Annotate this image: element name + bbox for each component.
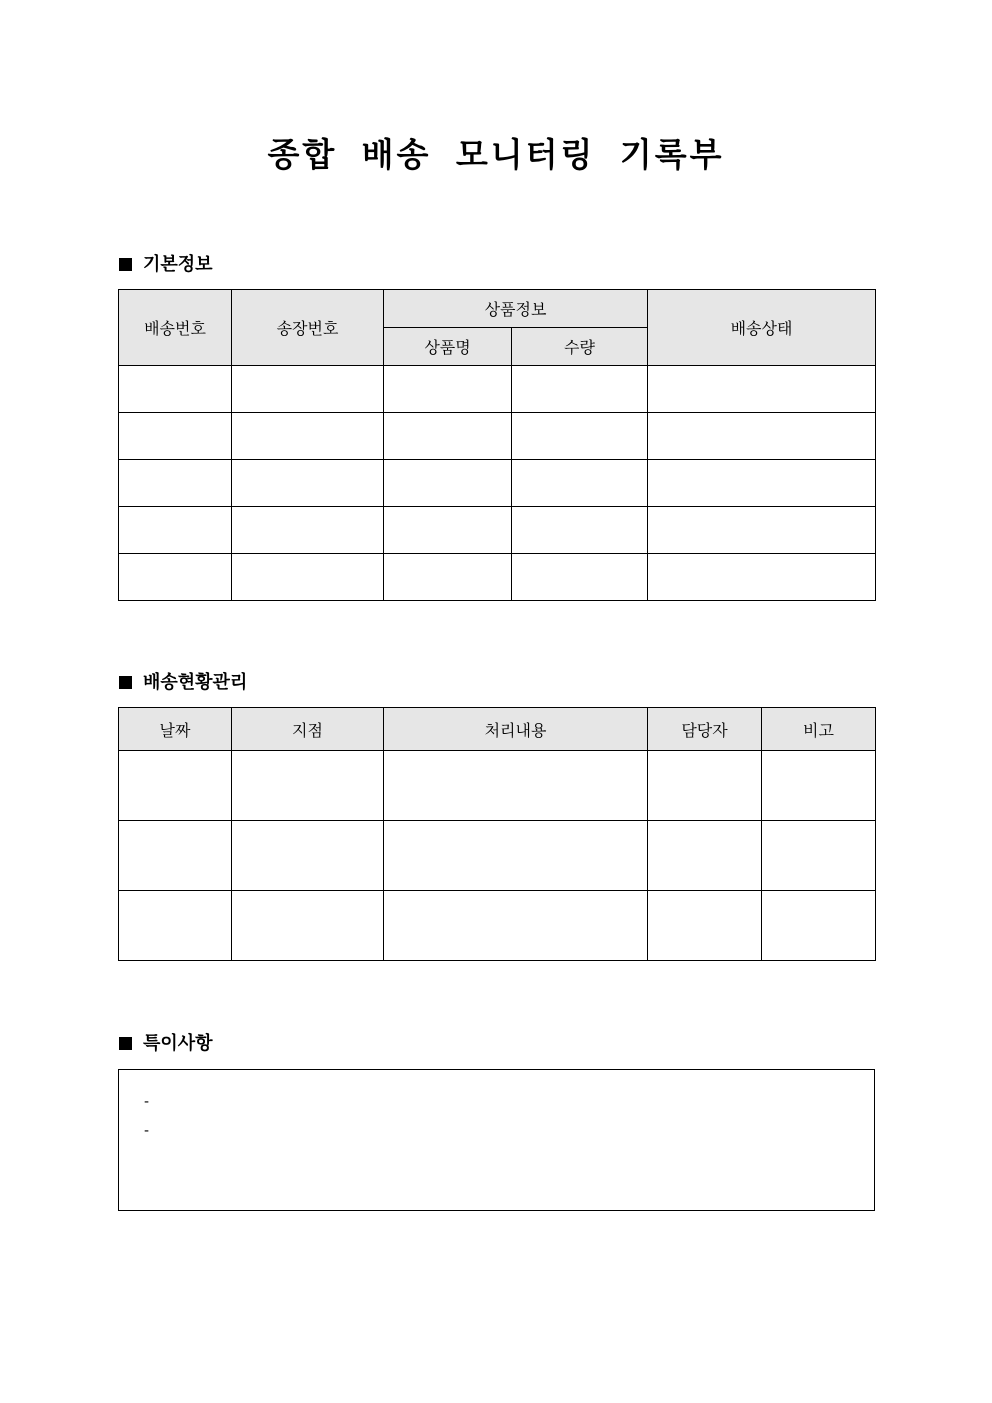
- column-header-delivery-status: 배송상태: [648, 290, 876, 366]
- cell-delivery-no[interactable]: [119, 366, 232, 413]
- cell-date[interactable]: [119, 891, 232, 961]
- cell-quantity[interactable]: [512, 507, 648, 554]
- square-bullet-icon: [119, 676, 132, 689]
- column-header-product-name: 상품명: [384, 328, 512, 366]
- column-header-action: 처리내용: [384, 708, 648, 751]
- column-header-quantity: 수량: [512, 328, 648, 366]
- table-row: [119, 891, 876, 961]
- cell-invoice-no[interactable]: [232, 413, 384, 460]
- cell-manager[interactable]: [648, 821, 762, 891]
- cell-product-name[interactable]: [384, 460, 512, 507]
- cell-delivery-no[interactable]: [119, 413, 232, 460]
- notes-box[interactable]: [118, 1069, 875, 1211]
- table-row: [119, 507, 876, 554]
- cell-invoice-no[interactable]: [232, 366, 384, 413]
- cell-remarks[interactable]: [762, 891, 876, 961]
- cell-invoice-no[interactable]: [232, 460, 384, 507]
- section-heading-notes: [119, 1032, 213, 1056]
- column-header-remarks: 비고: [762, 708, 876, 751]
- cell-quantity[interactable]: [512, 413, 648, 460]
- cell-manager[interactable]: [648, 751, 762, 821]
- table-row: [119, 821, 876, 891]
- column-header-product-info: 상품정보: [384, 290, 648, 328]
- document-title: 종합 배송 모니터링 기록부: [267, 135, 725, 174]
- table-header-row: [119, 708, 876, 751]
- cell-delivery-status[interactable]: [648, 366, 876, 413]
- square-bullet-icon: [119, 258, 132, 271]
- square-bullet-icon: [119, 1037, 132, 1050]
- section-heading-basic: [119, 253, 213, 277]
- column-header-manager: 담당자: [648, 708, 762, 751]
- basic-info-table: [118, 289, 876, 601]
- table-row: [119, 460, 876, 507]
- cell-delivery-status[interactable]: [648, 554, 876, 601]
- cell-delivery-no[interactable]: [119, 554, 232, 601]
- cell-date[interactable]: [119, 751, 232, 821]
- cell-delivery-no[interactable]: [119, 460, 232, 507]
- cell-invoice-no[interactable]: [232, 507, 384, 554]
- cell-action[interactable]: [384, 891, 648, 961]
- cell-remarks[interactable]: [762, 751, 876, 821]
- cell-product-name[interactable]: [384, 507, 512, 554]
- table-header-row: [119, 290, 876, 328]
- cell-branch[interactable]: [232, 891, 384, 961]
- cell-quantity[interactable]: [512, 554, 648, 601]
- cell-delivery-no[interactable]: [119, 507, 232, 554]
- cell-invoice-no[interactable]: [232, 554, 384, 601]
- cell-product-name[interactable]: [384, 366, 512, 413]
- cell-quantity[interactable]: [512, 366, 648, 413]
- cell-action[interactable]: [384, 751, 648, 821]
- cell-date[interactable]: [119, 821, 232, 891]
- notes-line: -: [144, 1094, 150, 1110]
- column-header-delivery-no: 배송번호: [119, 290, 232, 366]
- cell-product-name[interactable]: [384, 413, 512, 460]
- cell-delivery-status[interactable]: [648, 413, 876, 460]
- cell-manager[interactable]: [648, 891, 762, 961]
- cell-branch[interactable]: [232, 751, 384, 821]
- cell-delivery-status[interactable]: [648, 507, 876, 554]
- notes-line: -: [144, 1123, 150, 1139]
- section-heading-status: [119, 671, 247, 695]
- cell-remarks[interactable]: [762, 821, 876, 891]
- cell-delivery-status[interactable]: [648, 460, 876, 507]
- column-header-invoice-no: 송장번호: [232, 290, 384, 366]
- column-header-date: 날짜: [119, 708, 232, 751]
- table-row: [119, 751, 876, 821]
- table-row: [119, 554, 876, 601]
- table-row: [119, 413, 876, 460]
- section-heading-basic-label: 기본정보: [143, 254, 213, 275]
- table-row: [119, 366, 876, 413]
- delivery-status-table: [118, 707, 876, 961]
- cell-action[interactable]: [384, 821, 648, 891]
- cell-branch[interactable]: [232, 821, 384, 891]
- cell-product-name[interactable]: [384, 554, 512, 601]
- cell-quantity[interactable]: [512, 460, 648, 507]
- column-header-branch: 지점: [232, 708, 384, 751]
- section-heading-notes-label: 특이사항: [143, 1033, 213, 1054]
- section-heading-status-label: 배송현황관리: [143, 672, 248, 693]
